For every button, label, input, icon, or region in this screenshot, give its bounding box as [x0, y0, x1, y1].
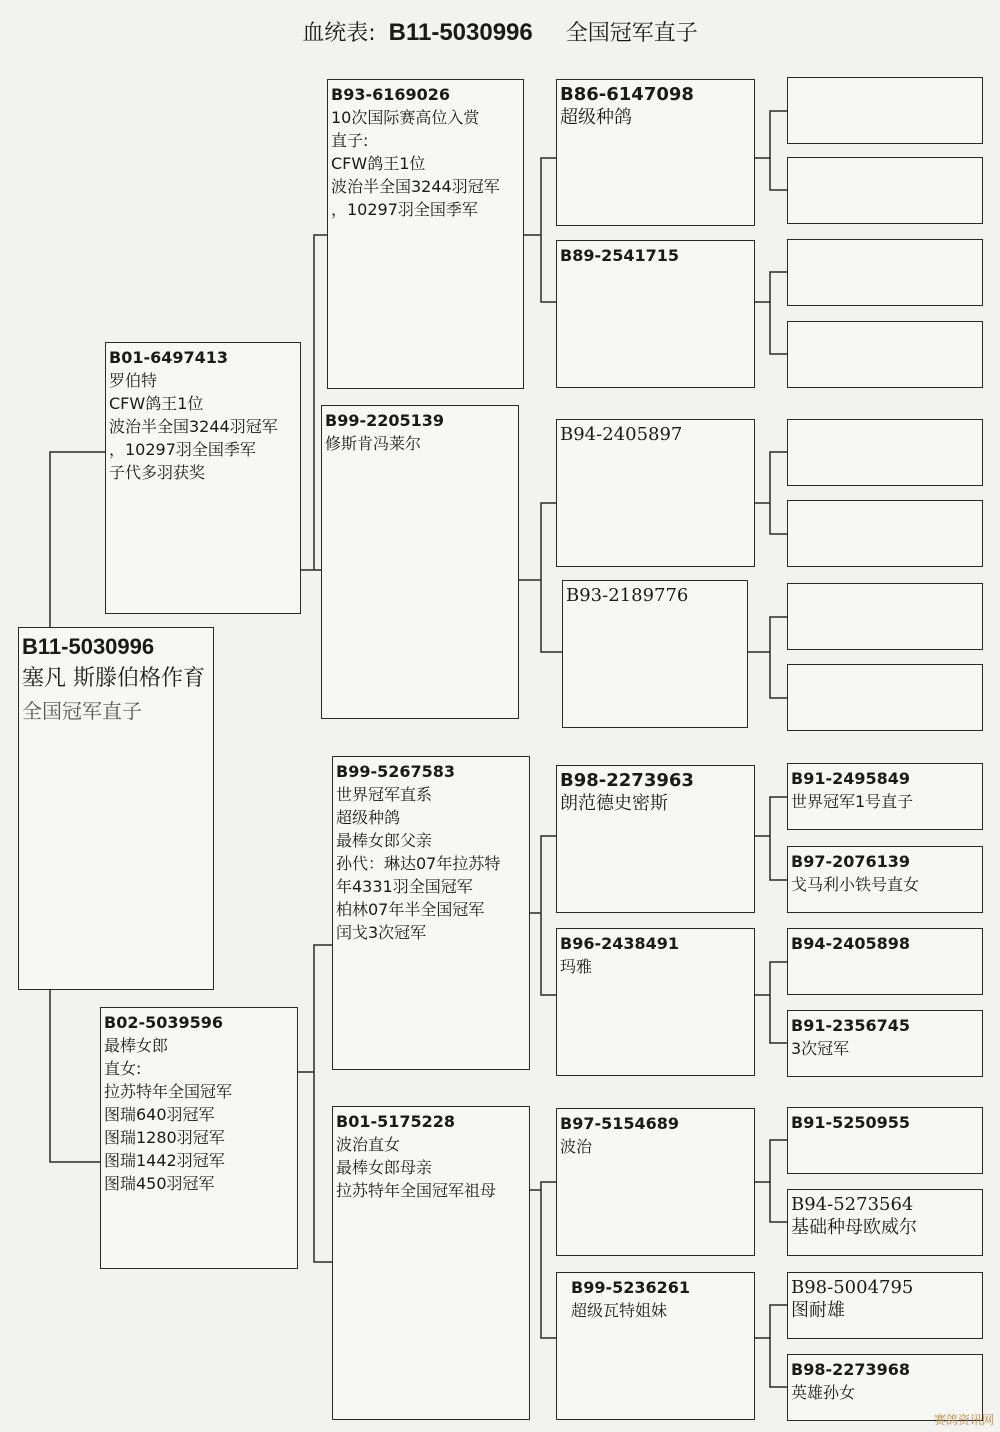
gen3-box-dss	[556, 765, 755, 913]
gen4-box	[787, 1189, 983, 1256]
dam-sire-line: 最棒女郎父亲	[336, 831, 433, 850]
gen4-box	[787, 1107, 983, 1174]
dam-line: 最棒女郎	[104, 1036, 169, 1055]
gen4-ring-number: B98-5004795	[791, 1277, 914, 1298]
gen3-ring-number: B94-2405897	[560, 424, 683, 445]
sire-box	[105, 342, 301, 614]
gen3-box-ssd	[556, 240, 755, 388]
title-prefix: 血统表:	[302, 21, 376, 46]
sire-dam-box	[321, 405, 519, 719]
dam-dam-line: 拉苏特年全国冠军祖母	[336, 1181, 497, 1200]
dam-sire-line: 柏林07年半全国冠军	[336, 900, 485, 919]
subject-name: 塞凡 斯滕伯格作育	[22, 666, 205, 691]
gen4-box	[787, 763, 983, 830]
subject-ring-number: B11-5030996	[22, 634, 155, 659]
gen3-box-dsd	[556, 928, 755, 1076]
sire-sire-line: 直子:	[331, 131, 369, 150]
dam-line: 拉苏特年全国冠军	[104, 1082, 233, 1101]
sire-dam-line: 修斯肯冯莱尔	[325, 434, 422, 453]
sire-sire-line: CFW鸽王1位	[331, 154, 426, 173]
dam-line: 图瑞1442羽冠军	[104, 1151, 225, 1170]
dam-ring-number: B02-5039596	[104, 1013, 224, 1032]
gen3-line: 朗范德史密斯	[560, 793, 668, 814]
sire-sire-box	[327, 79, 524, 389]
gen3-line: 玛雅	[560, 957, 593, 976]
dam-sire-line: 孙代：琳达07年拉苏特	[336, 854, 501, 873]
subject-box	[18, 627, 214, 990]
sire-line: 子代多羽获奖	[109, 463, 206, 482]
sire-sire-line: 10次国际赛高位入赏	[331, 108, 480, 127]
gen3-ring-number: B98-2273963	[560, 770, 694, 791]
gen4-box	[787, 1010, 983, 1077]
gen4-box	[787, 321, 983, 388]
gen3-line: 超级瓦特姐妹	[571, 1301, 668, 1320]
dam-dam-line: 最棒女郎母亲	[336, 1158, 433, 1177]
dam-box	[100, 1007, 298, 1269]
sire-line: CFW鸽王1位	[109, 394, 204, 413]
sire-ring-number: B01-6497413	[109, 348, 229, 367]
gen4-ring-number: B91-5250955	[791, 1113, 911, 1132]
dam-sire-box	[332, 756, 530, 1070]
gen4-ring-number: B94-2405898	[791, 934, 911, 953]
sire-sire-line: 波治半全国3244羽冠军	[331, 177, 500, 196]
gen4-box	[787, 583, 983, 650]
gen4-box	[787, 157, 983, 224]
gen4-line: 英雄孙女	[791, 1383, 856, 1402]
gen3-ring-number: B86-6147098	[560, 84, 694, 105]
gen4-ring-number: B98-2273968	[791, 1360, 911, 1379]
site-watermark: 赛鸽资讯网	[933, 1413, 994, 1427]
gen3-box-dds	[556, 1108, 755, 1256]
gen4-ring-number: B91-2495849	[791, 769, 911, 788]
gen3-ring-number: B89-2541715	[560, 246, 680, 265]
gen4-box	[787, 419, 983, 486]
gen3-ring-number: B93-2189776	[566, 585, 689, 606]
dam-sire-line: 年4331羽全国冠军	[336, 877, 473, 896]
dam-line: 图瑞450羽冠军	[104, 1174, 215, 1193]
gen4-line: 3次冠军	[791, 1039, 850, 1058]
gen3-line: 波治	[560, 1137, 593, 1156]
gen4-box	[787, 239, 983, 306]
dam-sire-ring-number: B99-5267583	[336, 762, 456, 781]
gen4-ring-number: B97-2076139	[791, 852, 911, 871]
sire-dam-ring-number: B99-2205139	[325, 411, 445, 430]
gen4-box	[787, 500, 983, 567]
gen4-box	[787, 664, 983, 731]
dam-sire-line: 世界冠军直系	[336, 785, 433, 804]
pedigree-title	[0, 16, 1000, 47]
title-ring-number: B11-5030996	[388, 19, 533, 46]
gen4-box	[787, 928, 983, 995]
gen3-ring-number: B96-2438491	[560, 934, 680, 953]
dam-line: 直女:	[104, 1059, 142, 1078]
subject-note: 全国冠军直子	[22, 699, 142, 723]
gen3-line: 超级种鸽	[560, 107, 632, 128]
gen4-ring-number: B91-2356745	[791, 1016, 911, 1035]
title-suffix: 全国冠军直子	[565, 21, 698, 46]
sire-sire-line: ，10297羽全国季军	[331, 200, 478, 219]
gen3-box-sss	[556, 79, 755, 226]
dam-sire-line: 闰戈3次冠军	[336, 923, 427, 942]
dam-line: 图瑞640羽冠军	[104, 1105, 215, 1124]
gen4-line: 基础种母欧威尔	[791, 1217, 917, 1238]
gen4-line: 戈马利小铁号直女	[791, 875, 920, 894]
dam-dam-box	[332, 1106, 530, 1420]
gen4-box	[787, 1272, 983, 1339]
sire-line: 罗伯特	[109, 371, 158, 390]
gen3-ring-number: B99-5236261	[571, 1278, 691, 1297]
dam-dam-ring-number: B01-5175228	[336, 1112, 456, 1131]
gen4-box	[787, 77, 983, 144]
sire-line: ，10297羽全国季军	[109, 440, 256, 459]
gen4-ring-number: B94-5273564	[791, 1194, 914, 1215]
gen3-ring-number: B97-5154689	[560, 1114, 680, 1133]
gen3-box-sds	[556, 419, 755, 567]
dam-sire-line: 超级种鸽	[336, 808, 401, 827]
sire-sire-ring-number: B93-6169026	[331, 85, 451, 104]
dam-dam-line: 波治直女	[336, 1135, 401, 1154]
dam-line: 图瑞1280羽冠军	[104, 1128, 225, 1147]
gen3-box-ddd	[556, 1272, 755, 1420]
gen4-line: 世界冠军1号直子	[791, 792, 914, 811]
sire-line: 波治半全国3244羽冠军	[109, 417, 278, 436]
gen4-line: 图耐雄	[791, 1300, 845, 1321]
gen4-box	[787, 846, 983, 913]
gen3-box-sdd	[562, 580, 748, 728]
